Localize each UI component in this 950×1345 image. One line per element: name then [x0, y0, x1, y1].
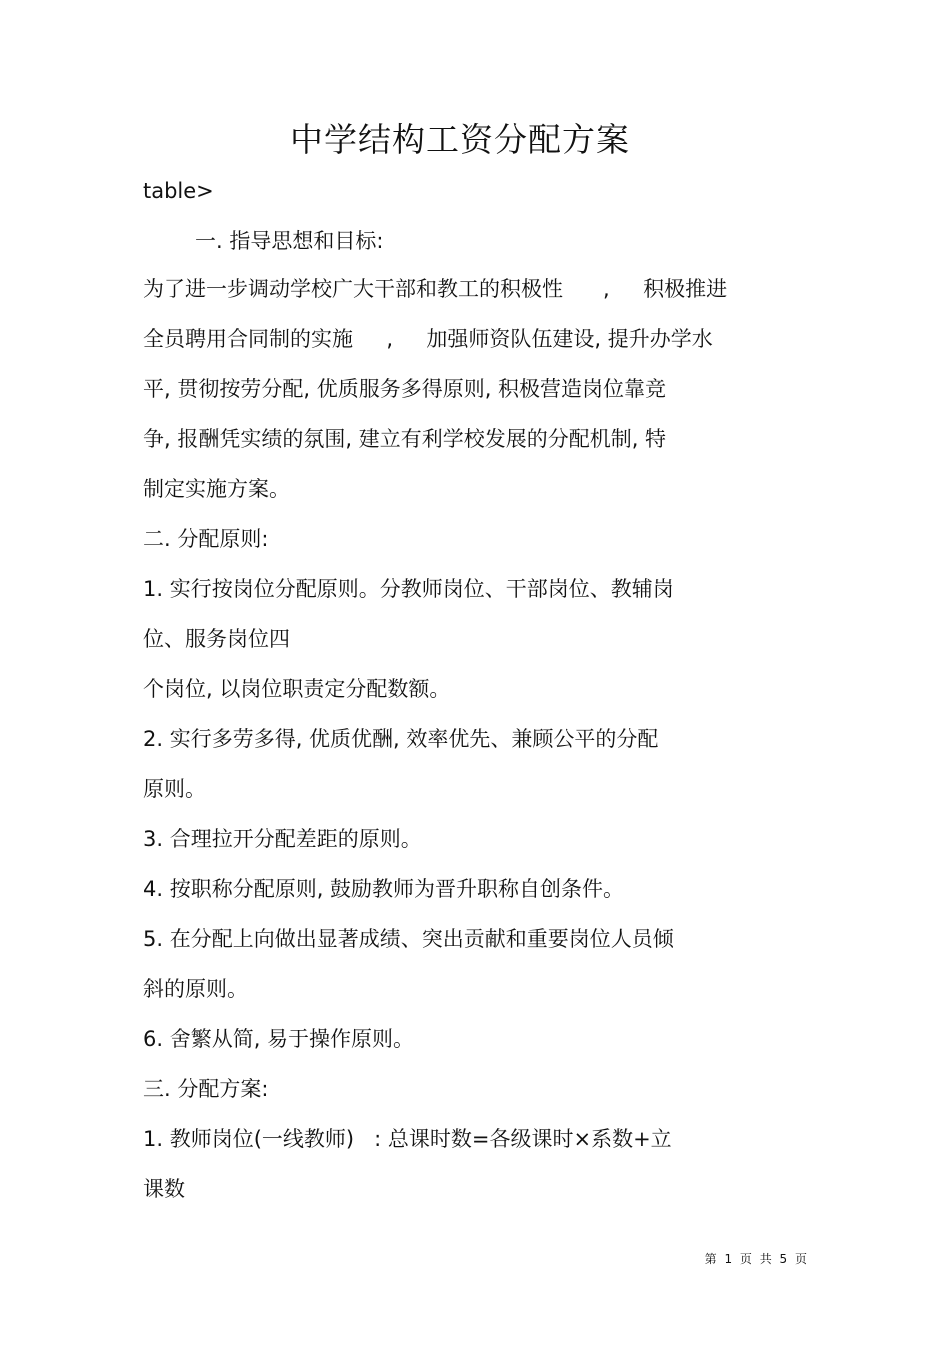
list-item-line: 5. 在分配上向做出显著成绩、突出贡献和重要岗位人员倾 [143, 927, 674, 951]
list-item-line: 2. 实行多劳多得, 优质优酬, 效率优先、兼顾公平的分配 [143, 727, 659, 751]
list-item-line: 斜的原则。 [143, 977, 248, 1001]
list-item-line: 课数 [143, 1177, 185, 1201]
paragraph-line: 全员聘用合同制的实施 , 加强师资队伍建设, 提升办学水 [143, 327, 713, 351]
list-item-line: 4. 按职称分配原则, 鼓励教师为晋升职称自创条件。 [143, 877, 625, 901]
list-item-line: 原则。 [143, 777, 206, 801]
paragraph-line: 制定实施方案。 [143, 477, 290, 501]
section-heading-distribution-principles: 二. 分配原则: [143, 527, 269, 551]
list-item-line: 个岗位, 以岗位职责定分配数额。 [143, 677, 451, 701]
list-item-line: 位、服务岗位四 [143, 627, 290, 651]
page-number-footer: 第 1 页 共 5 页 [704, 1252, 807, 1266]
text-line-table-tag: table> [143, 179, 214, 203]
paragraph-line: 为了进一步调动学校广大干部和教工的积极性 , 积极推进 [143, 277, 728, 301]
list-item-line: 3. 合理拉开分配差距的原则。 [143, 827, 422, 851]
section-heading-guiding-principles: 一. 指导思想和目标: [195, 229, 384, 253]
section-heading-distribution-plan: 三. 分配方案: [143, 1077, 269, 1101]
document-title: 中学结构工资分配方案 [290, 120, 630, 159]
paragraph-line: 平, 贯彻按劳分配, 优质服务多得原则, 积极营造岗位靠竞 [143, 377, 667, 401]
list-item-line: 1. 教师岗位(一线教师) : 总课时数=各级课时×系数+立 [143, 1127, 672, 1151]
paragraph-line: 争, 报酬凭实绩的氛围, 建立有利学校发展的分配机制, 特 [143, 427, 667, 451]
list-item-line: 6. 舍繁从简, 易于操作原则。 [143, 1027, 415, 1051]
list-item-line: 1. 实行按岗位分配原则。分教师岗位、干部岗位、教辅岗 [143, 577, 674, 601]
